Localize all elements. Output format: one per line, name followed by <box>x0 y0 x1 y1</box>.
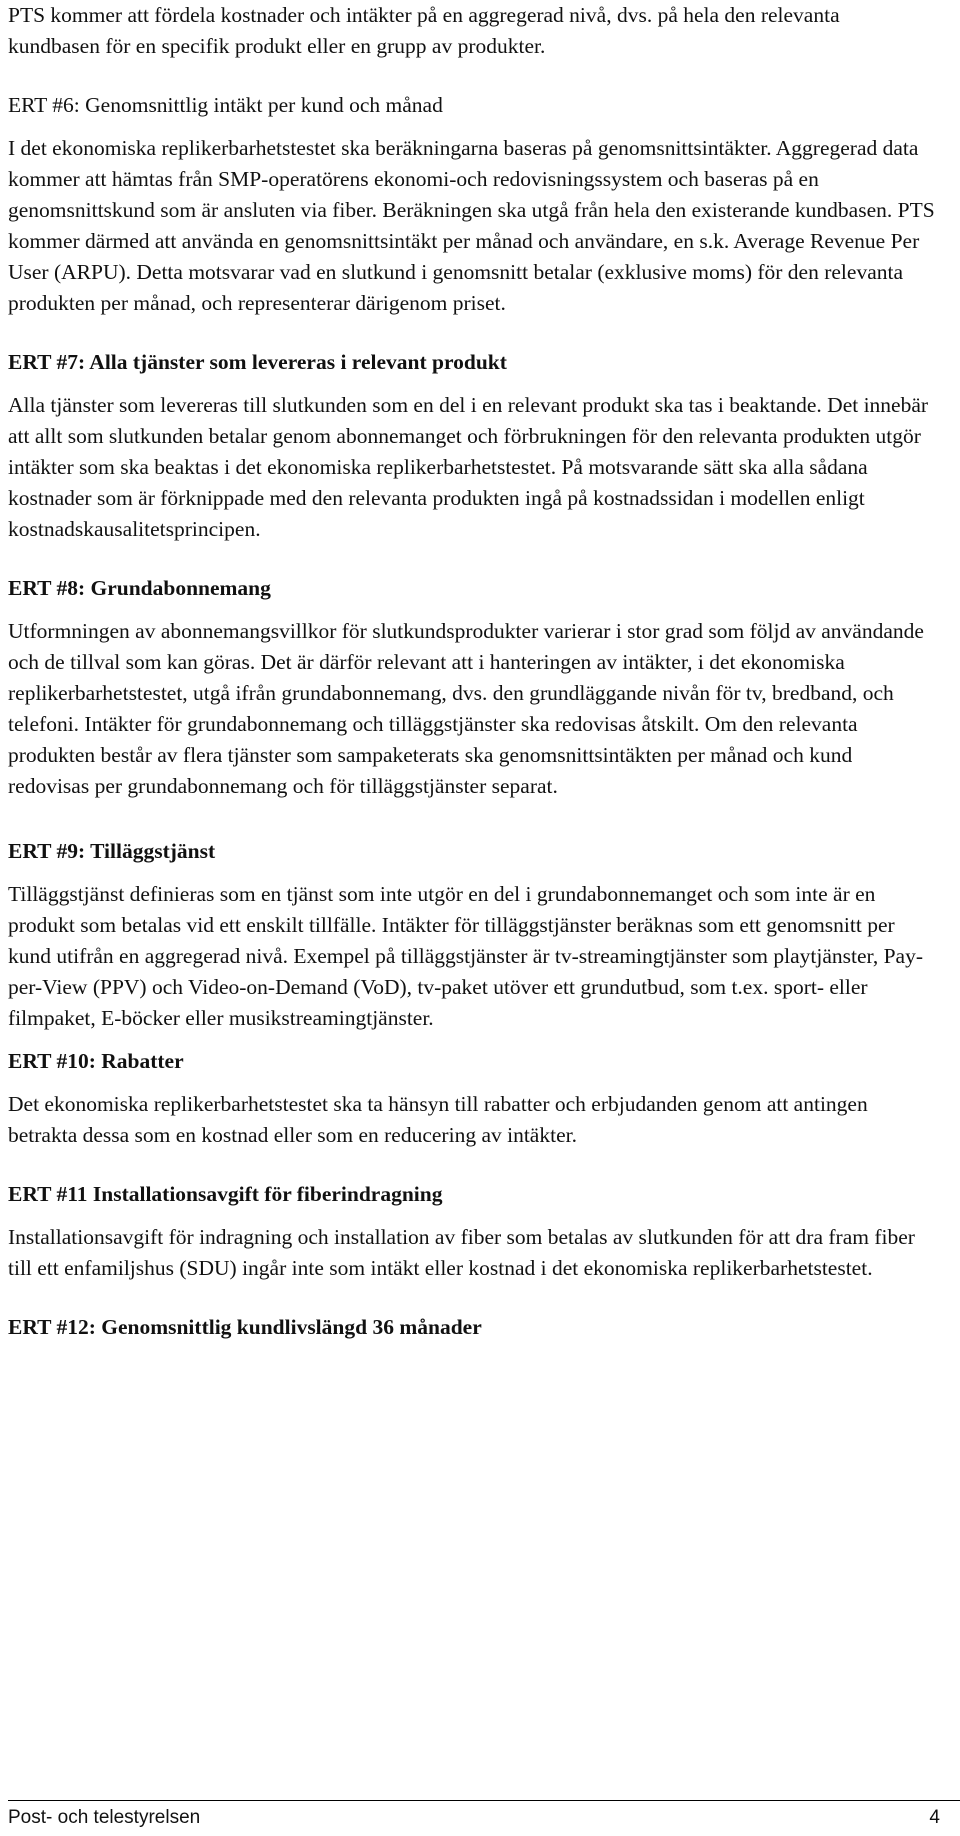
body-ert-11: Installationsavgift för indragning och installation av fiber som betalas av slutkunden för att dra fram fiber till ett enfamiljshus (SDU) ingår inte som intäkt eller kostnad i det ekonomiska replikerbarhetstestet. <box>8 1225 915 1280</box>
page-footer <box>8 1806 940 1830</box>
body-ert-7: Alla tjänster som levereras till slutkunden som en del i en relevant produkt ska tas i beaktande. Det innebär att allt som slutkunden betalar genom abonnemanget och förbrukningen för den relevanta produkten utgör intäkter som ska beaktas i det ekonomiska replikerbarhetstestet. På motsvarande sätt ska alla sådana kostnader som är förknippade med den relevanta produkten ingå på kostnadssidan i modellen enligt kostnadskausalitetsprincipen. <box>8 393 929 541</box>
heading-ert-12: ERT #12: Genomsnittlig kundlivslängd 36 månader <box>8 1315 482 1339</box>
footer-page-number: 4 <box>929 1807 940 1828</box>
body-ert-6: I det ekonomiska replikerbarhetstestet ska beräkningarna baseras på genomsnittsintäkter. Aggregerad data kommer att hämtas från SMP-operatörens ekonomi-och redovisningssystem och baseras på en genomsnittskund som är ansluten via fiber. Beräkningen ska utgå från hela den existerande kundbasen. PTS kommer därmed att använda en genomsnittsintäkt per månad och användare, en s.k. Average Revenue Per User (ARPU). Detta motsvarar vad en slutkund i genomsnitt betalar (exklusive moms) för den relevanta produkten per månad, och representerar därigenom priset. <box>8 136 935 315</box>
body-ert-9: Tilläggstjänst definieras som en tjänst som inte utgör en del i grundabonnemanget och som inte är en produkt som betalas vid ett enskilt tillfälle. Intäkter för tilläggstjänster beräknas som ett genomsnitt per kund utifrån en aggregerad nivå. Exempel på tilläggstjänster är tv-streamingtjänster som playtjänster, Pay-per-View (PPV) och Video-on-Demand (VoD), tv-paket utöver ett grundutbud, som t.ex. sport- eller filmpaket, E-böcker eller musikstreamingtjänster. <box>8 882 923 1030</box>
heading-ert-8: ERT #8: Grundabonnemang <box>8 576 271 600</box>
heading-ert-11: ERT #11 Installationsavgift för fiberindragning <box>8 1182 443 1206</box>
body-ert-8: Utformningen av abonnemangsvillkor för slutkundsprodukter varierar i stor grad som följd av användande och de tillval som kan göras. Det är därför relevant att i hanteringen av intäkter, i det ekonomiska replikerbarhetstestet, utgå ifrån grundabonnemang, dvs. den grundläggande nivån för tv, bredband, och telefoni. Intäkter för grundabonnemang och tilläggstjänster ska redovisas åtskilt. Om den relevanta produkten består av flera tjänster som sampaketerats ska genomsnittsintäkten per månad och kund redovisas per grundabonnemang och för tilläggstjänster separat. <box>8 619 924 798</box>
footer-organization: Post- och telestyrelsen <box>8 1807 201 1828</box>
heading-ert-7: ERT #7: Alla tjänster som levereras i relevant produkt <box>8 350 507 374</box>
intro-paragraph: PTS kommer att fördela kostnader och intäkter på en aggregerad nivå, dvs. på hela den relevanta kundbasen för en specifik produkt eller en grupp av produkter. <box>8 3 840 58</box>
document-page <box>8 0 936 1343</box>
body-ert-10: Det ekonomiska replikerbarhetstestet ska ta hänsyn till rabatter och erbjudanden genom att antingen betrakta dessa som en kostnad eller som en reducering av intäkter. <box>8 1092 868 1147</box>
heading-ert-6: ERT #6: Genomsnittlig intäkt per kund och månad <box>8 93 443 117</box>
heading-ert-9: ERT #9: Tilläggstjänst <box>8 839 216 863</box>
heading-ert-10: ERT #10: Rabatter <box>8 1049 184 1073</box>
footer-divider <box>8 1800 960 1801</box>
